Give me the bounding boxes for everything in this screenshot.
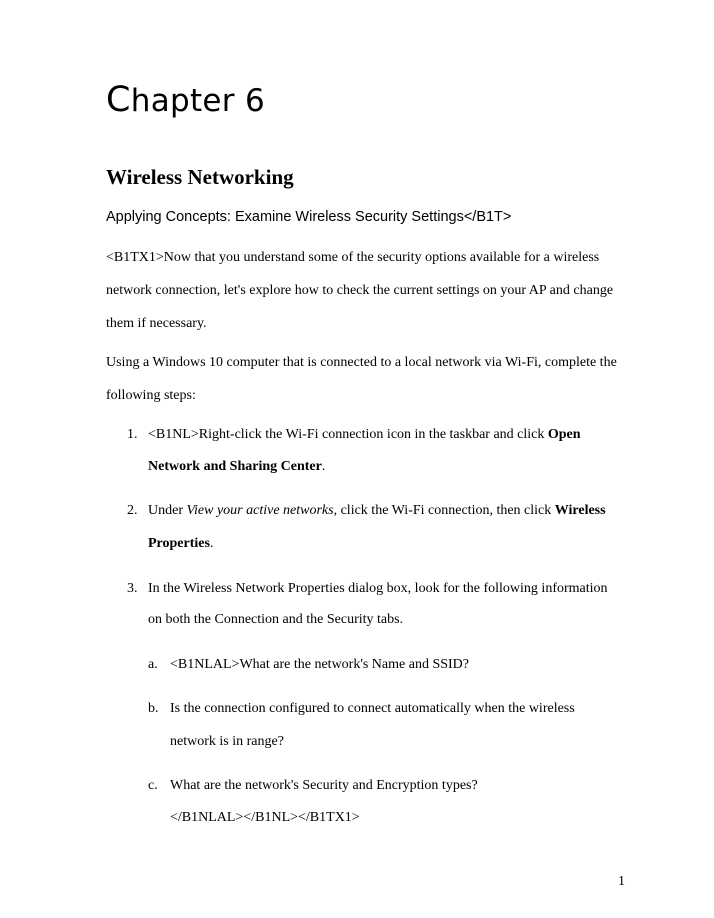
- substep-a-line-1: <B1NLAL>What are the network's Name and SSID?: [170, 657, 470, 672]
- step-2-bold-2: Properties: [148, 536, 210, 551]
- step-1-tail: .: [321, 459, 326, 474]
- step-2-tail: .: [209, 536, 214, 551]
- step-1-text: <B1NL>Right-click the Wi-Fi connection icon in the taskbar and click: [148, 427, 548, 442]
- step-2-line-2: [148, 536, 213, 552]
- substep-letter: b.: [148, 701, 159, 716]
- step-3-line-1: In the Wireless Network Properties dialog box, look for the following information: [148, 581, 608, 596]
- step-2-bold: Wireless: [554, 503, 606, 518]
- page-number: 1: [618, 874, 625, 889]
- chapter-title-rest: hapter 6: [130, 83, 266, 119]
- substep-b-line-2: network is in range?: [170, 734, 284, 749]
- step-1-bold-2: Network and Sharing Center: [148, 459, 322, 474]
- section-heading: Wireless Networking: [106, 165, 294, 189]
- concept-title: Applying Concepts: Examine Wireless Security Settings</B1T>: [106, 209, 512, 225]
- substep-b-line-1: Is the connection configured to connect automatically when the wireless: [170, 701, 575, 716]
- step-1-bold: Open: [547, 427, 581, 442]
- step-1-line-2: [148, 459, 325, 475]
- intro-line-2: network connection, let's explore how to check the current settings on your AP and change: [106, 283, 614, 298]
- para2-line-1: Using a Windows 10 computer that is connected to a local network via Wi-Fi, complete the: [106, 355, 617, 370]
- substep-c-line-1: What are the network's Security and Encryption types?: [170, 778, 478, 793]
- step-number: 1.: [127, 427, 138, 442]
- step-number: 3.: [127, 581, 138, 596]
- chapter-first-letter: C: [106, 80, 131, 120]
- step-number: 2.: [127, 503, 138, 518]
- step-2-italic: View your active networks: [186, 503, 334, 518]
- substep-c-line-2: </B1NLAL></B1NL></B1TX1>: [170, 810, 360, 825]
- step-1-line-1: [148, 427, 581, 443]
- intro-line-3: them if necessary.: [106, 316, 207, 331]
- chapter-title: [106, 80, 265, 120]
- step-3-line-2: on both the Connection and the Security tabs.: [148, 612, 404, 627]
- step-2-line-1: [148, 503, 606, 519]
- step-2-mid: , click the Wi-Fi connection, then click: [333, 503, 555, 518]
- intro-line-1: <B1TX1>Now that you understand some of the security options available for a wireless: [106, 250, 600, 265]
- para2-line-2: following steps:: [106, 388, 196, 403]
- step-2-pre: Under: [148, 503, 187, 518]
- substep-letter: a.: [148, 657, 158, 672]
- substep-letter: c.: [148, 778, 158, 793]
